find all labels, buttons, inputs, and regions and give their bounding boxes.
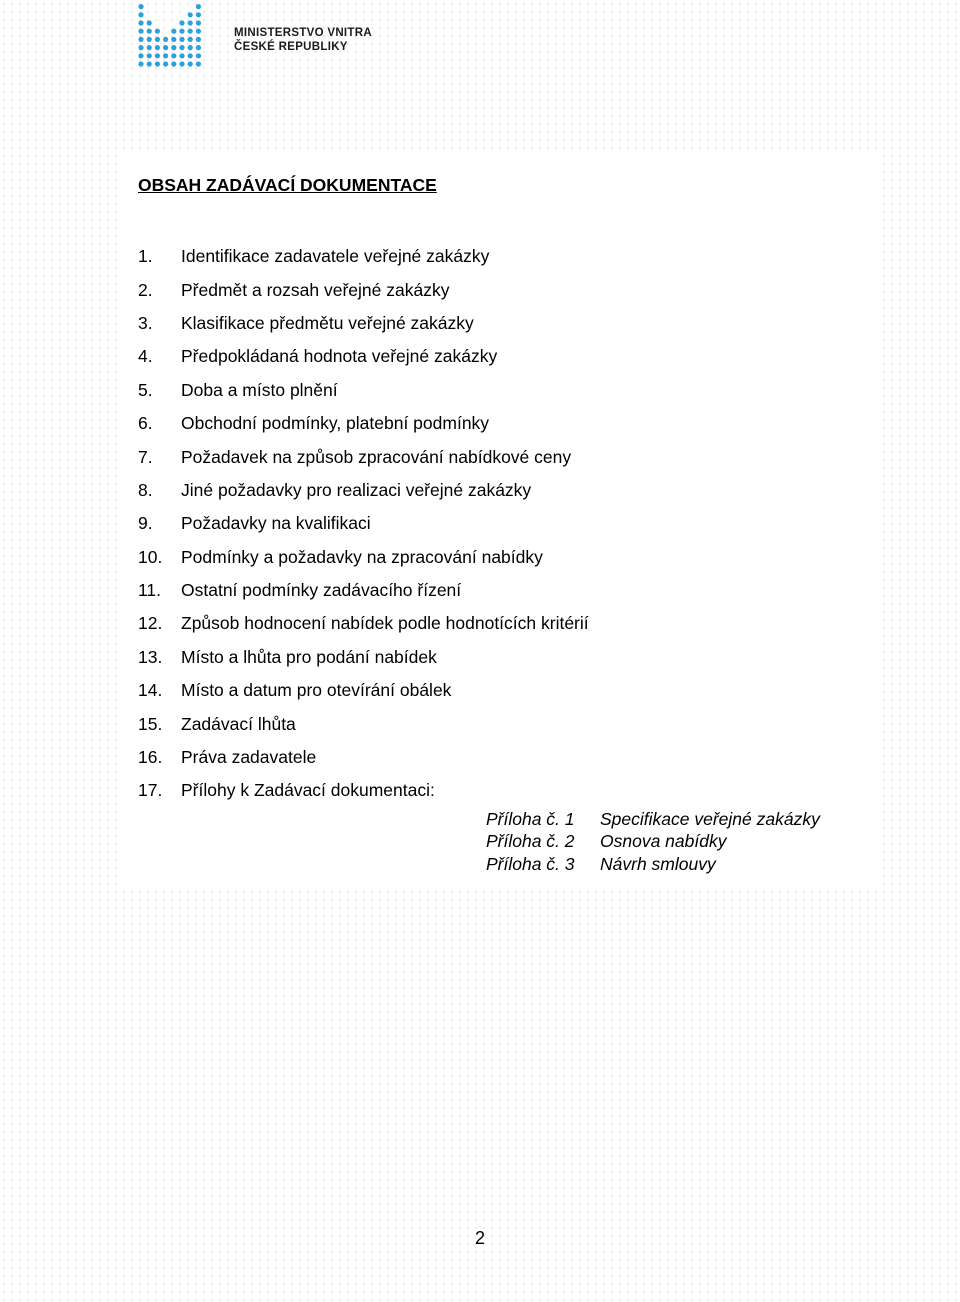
logo-dot [147,45,152,50]
annex-text: Specifikace veřejné zakázky [600,808,820,829]
annex-item [486,853,820,876]
toc-item [138,741,838,774]
logo-dot [155,53,160,58]
logo-dot [196,4,201,9]
logo-dot [188,20,193,25]
dot-grid-logo-icon [136,2,228,68]
toc-item [138,674,838,707]
toc-item [138,374,838,407]
logo-dot [138,29,143,34]
logo-dot [188,12,193,17]
logo-dot [163,37,168,42]
logo-dot [196,53,201,58]
toc-item [138,774,838,807]
toc-item-text: Požadavky na kvalifikaci [181,513,371,534]
logo-dot [155,37,160,42]
toc-item-text: Požadavek na způsob zpracování nabídkové ceny [181,446,572,467]
toc-item-number: 15. [138,713,163,734]
toc-item-number: 6. [138,413,153,434]
ministry-logo [136,2,376,68]
toc-item [138,240,838,273]
toc-item [138,541,838,574]
logo-dot [138,45,143,50]
logo-dot [179,45,184,50]
annex-label: Příloha č. 1 [486,808,575,829]
logo-dot [188,61,193,66]
logo-dot [196,45,201,50]
toc-item [138,273,838,306]
logo-dot [196,61,201,66]
logo-dot [163,53,168,58]
logo-dot [171,37,176,42]
annex-label: Příloha č. 3 [486,853,575,874]
toc-item-text: Klasifikace předmětu veřejné zakázky [181,312,474,333]
toc-item-text: Identifikace zadavatele veřejné zakázky [181,246,490,267]
logo-dot [138,53,143,58]
toc-item-text: Ostatní podmínky zadávacího řízení [181,580,462,601]
logo-dot [147,20,152,25]
logo-dot [196,12,201,17]
toc-item-text: Podmínky a požadavky na zpracování nabídky [181,546,543,567]
annex-list [486,808,820,876]
toc-item-number: 14. [138,680,163,701]
ministry-name [234,26,372,54]
toc-item [138,707,838,740]
toc-item [138,507,838,540]
logo-dot [179,61,184,66]
logo-dot [138,20,143,25]
toc-item [138,574,838,607]
page-number: 2 [474,1228,485,1248]
logo-dot [138,4,143,9]
toc-item [138,607,838,640]
annex-item [486,831,820,854]
ministry-name-line2: ČESKÉ REPUBLIKY [234,41,348,53]
logo-dot [171,61,176,66]
toc-item-number: 5. [138,379,153,400]
toc-item-number: 2. [138,279,153,300]
toc-item-number: 4. [138,346,153,367]
logo-dot [147,29,152,34]
logo-dot [163,61,168,66]
toc-item-text: Místo a lhůta pro podání nabídek [181,646,437,667]
toc-item-text: Předpokládaná hodnota veřejné zakázky [181,346,498,367]
table-of-contents [138,240,838,808]
annex-item [486,808,820,831]
toc-item [138,307,838,340]
toc-item-text: Jiné požadavky pro realizaci veřejné zakázky [181,479,532,500]
toc-item-text: Způsob hodnocení nabídek podle hodnotících kritérií [181,613,589,634]
logo-dot [179,20,184,25]
toc-item-number: 11. [138,580,162,601]
logo-dot [171,45,176,50]
toc-item-number: 12. [138,613,163,634]
toc-item-text: Obchodní podmínky, platební podmínky [181,413,490,434]
toc-item-number: 16. [138,747,163,768]
logo-dot [155,29,160,34]
logo-dot [147,37,152,42]
logo-dot [179,29,184,34]
toc-item-number: 1. [138,246,153,267]
toc-item [138,641,838,674]
toc-item-number: 17. [138,780,163,801]
toc-item-number: 10. [138,546,163,567]
logo-dot [188,53,193,58]
toc-item-text: Místo a datum pro otevírání obálek [181,680,452,701]
logo-dot [188,37,193,42]
logo-dot [179,53,184,58]
logo-dot [138,12,143,17]
logo-dot [171,53,176,58]
logo-dot [188,29,193,34]
annex-text: Návrh smlouvy [600,853,716,874]
logo-dot [147,53,152,58]
toc-item-text: Přílohy k Zadávací dokumentaci: [181,780,435,801]
toc-item-text: Doba a místo plnění [181,379,338,400]
toc-item-text: Zadávací lhůta [181,713,296,734]
toc-item-number: 9. [138,513,153,534]
logo-dot [179,37,184,42]
toc-item-text: Práva zadavatele [181,747,317,768]
logo-dot [171,29,176,34]
toc-item-text: Předmět a rozsah veřejné zakázky [181,279,450,300]
logo-dot [196,29,201,34]
toc-item [138,340,838,373]
toc-item [138,440,838,473]
logo-dot [147,61,152,66]
logo-dot [155,45,160,50]
toc-item-number: 7. [138,446,153,467]
logo-dot [188,45,193,50]
document-title: OBSAH ZADÁVACÍ DOKUMENTACE [138,175,437,195]
logo-dot [196,37,201,42]
toc-item [138,474,838,507]
annex-label: Příloha č. 2 [486,831,575,852]
logo-dot [138,37,143,42]
logo-dot [196,20,201,25]
annex-text: Osnova nabídky [600,831,727,852]
toc-item-number: 13. [138,646,163,667]
logo-dot [155,61,160,66]
toc-item [138,407,838,440]
logo-dot [138,61,143,66]
toc-item-number: 3. [138,312,153,333]
logo-dot [163,45,168,50]
ministry-name-line1: MINISTERSTVO VNITRA [234,27,372,39]
toc-item-number: 8. [138,479,153,500]
